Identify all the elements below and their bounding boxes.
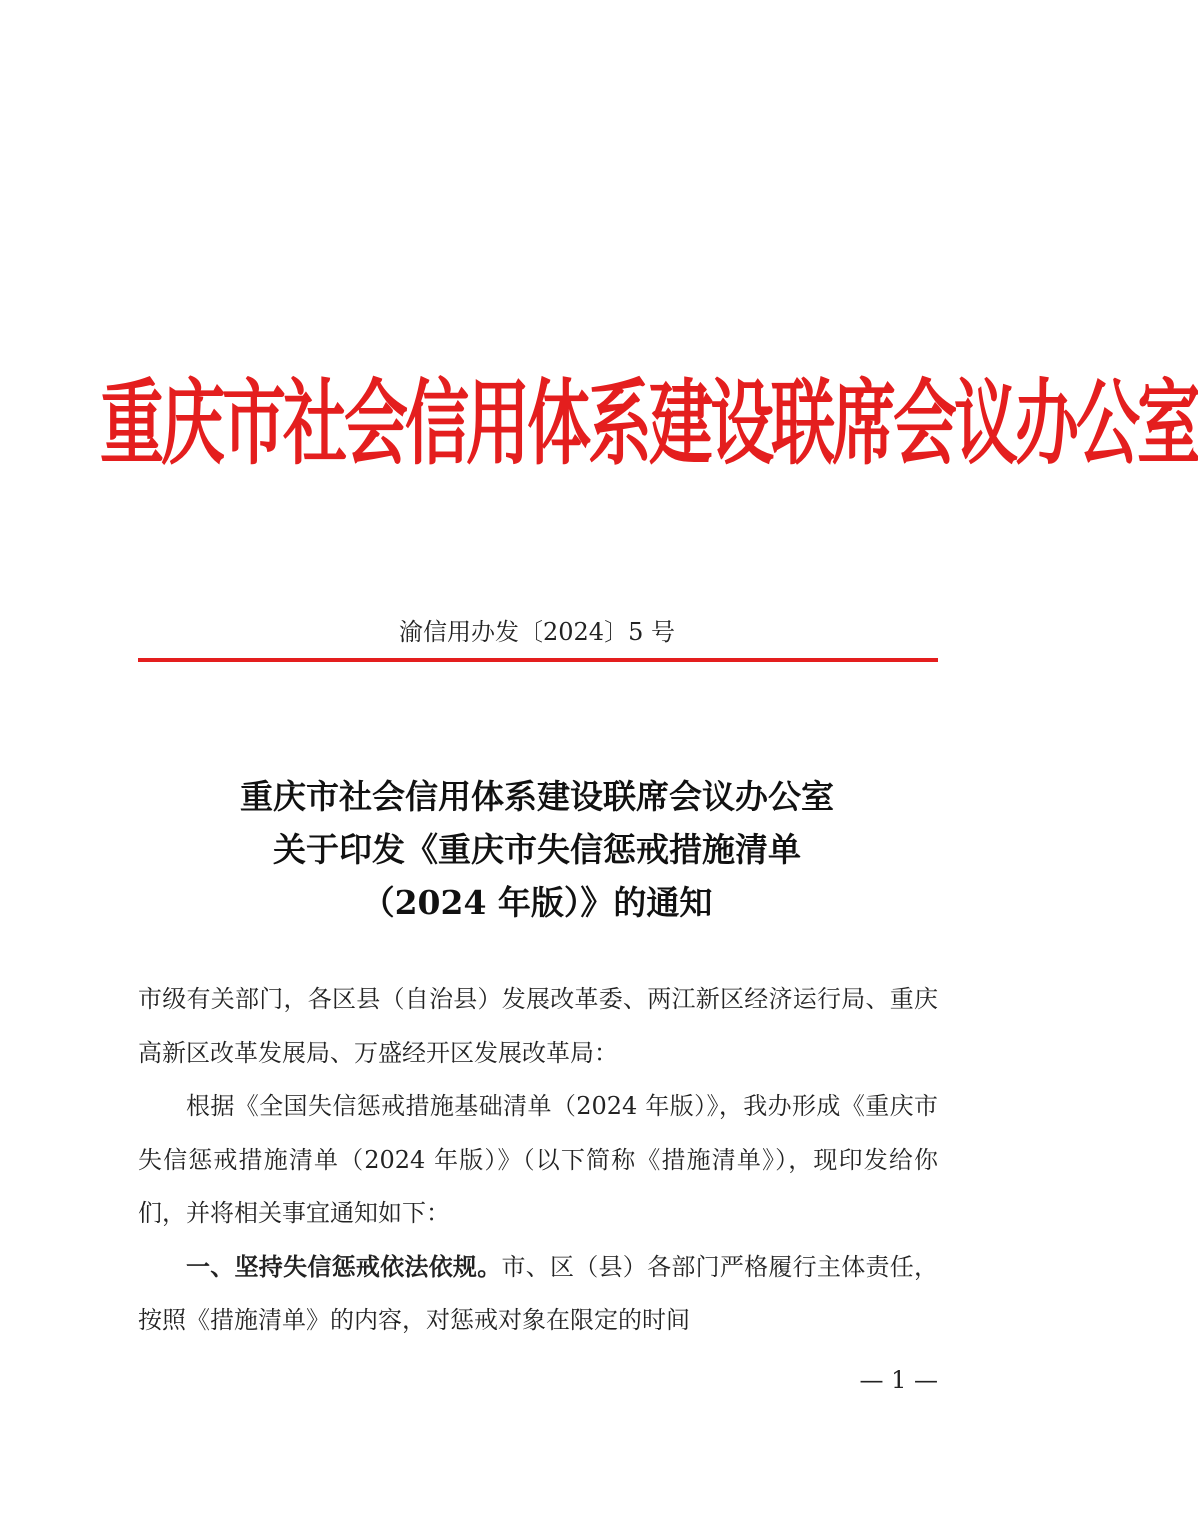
document-number: 渝信用办发〔2024〕5 号 — [399, 618, 675, 646]
section-1-heading: 一、坚持失信惩戒依法依规。 — [186, 1252, 502, 1281]
document-body — [138, 973, 938, 1348]
red-divider-line — [138, 658, 938, 662]
intro-paragraph: 根据《全国失信惩戒措施基础清单（2024 年版）》，我办形成《重庆市失信惩戒措施清单（2024 年版）》（以下简称《措施清单》），现印发给你们，并将相关事宜通知如下： — [138, 1092, 938, 1227]
section-1-paragraph — [138, 1241, 938, 1348]
recipients-paragraph: 市级有关部门，各区县（自治县）发展改革委、两江新区经济运行局、重庆高新区改革发展局、万盛经开区发展改革局： — [138, 985, 938, 1067]
document-title — [0, 770, 1074, 929]
title-line-1: 重庆市社会信用体系建设联席会议办公室 — [240, 777, 834, 816]
page-number: — 1 — — [859, 1366, 938, 1394]
title-line-3: （2024 年版）》的通知 — [361, 883, 713, 922]
issuer-red-header: 重庆市社会信用体系建设联席会议办公室 — [100, 371, 1198, 479]
title-line-2: 关于印发《重庆市失信惩戒措施清单 — [273, 830, 801, 869]
section-1-text: 市、区（县）各部门严格履行主体责任，按照《措施清单》的内容，对惩戒对象在限定的时间 — [138, 1252, 939, 1334]
